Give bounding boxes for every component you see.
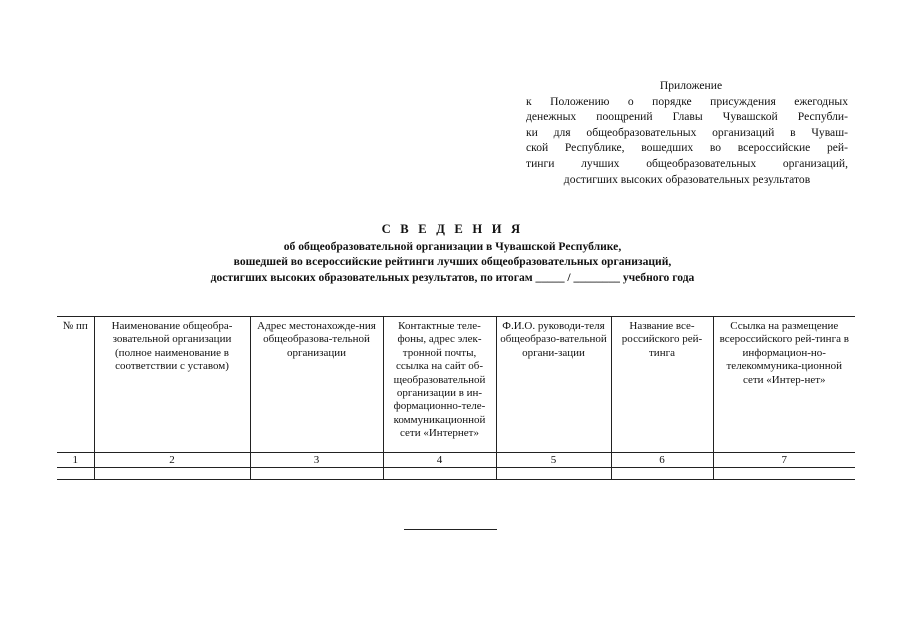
column-number: 3 <box>250 453 383 468</box>
appendix-line: достигших высоких образовательных результатов <box>563 172 811 186</box>
column-number: 7 <box>713 453 855 468</box>
document-title <box>80 222 825 285</box>
appendix-line: ки для общеобразовательных организаций в Чуваш- <box>526 125 848 139</box>
column-number: 4 <box>383 453 496 468</box>
title-line: вошедшей во всероссийские рейтинги лучших общеобразовательных организаций, <box>233 255 672 269</box>
column-header-organization-name: Наименование общеобра-зовательной организации (полное наименование в соответствии с уставом) <box>94 317 250 453</box>
column-header-director: Ф.И.О. руководи-теля общеобразо-вательной органи-зации <box>496 317 611 453</box>
title-line: достигших высоких образовательных результатов, по итогам _____ / ________ учебного года <box>210 270 695 284</box>
table-cell <box>94 468 250 480</box>
table-cell <box>57 468 94 480</box>
appendix-line: ской Республике, вошедших во всероссийские рей- <box>526 141 848 155</box>
title-main: С В Е Д Е Н И Я <box>381 222 524 236</box>
information-table <box>57 316 855 480</box>
table-cell <box>496 468 611 480</box>
column-number: 1 <box>57 453 94 468</box>
column-number-row <box>57 453 855 468</box>
table-row <box>57 468 855 480</box>
column-header-rating-name: Название все-российского рей-тинга <box>611 317 713 453</box>
column-number: 2 <box>94 453 250 468</box>
column-header-number: № пп <box>57 317 94 453</box>
column-header-contacts: Контактные теле-фоны, адрес элек-тронной почты, ссылка на сайт об-щеобразовательной организации в ин-формационно-теле-коммуникационной сети «Интернет» <box>383 317 496 453</box>
column-number: 5 <box>496 453 611 468</box>
column-number: 6 <box>611 453 713 468</box>
appendix-line: к Положению о порядке присуждения ежегодных <box>526 94 848 108</box>
table-cell <box>611 468 713 480</box>
table-cell <box>383 468 496 480</box>
table-cell <box>713 468 855 480</box>
appendix-block <box>526 78 848 187</box>
table-header-row <box>57 317 855 453</box>
appendix-heading: Приложение <box>659 79 723 92</box>
column-header-rating-link: Ссылка на размещение всероссийского рей-тинга в информацион-но-телекоммуника-ционной сети «Интер-нет» <box>713 317 855 453</box>
title-line: об общеобразовательной организации в Чувашской Республике, <box>283 239 622 253</box>
column-header-address: Адрес местонахожде-ния общеобразова-тельной организации <box>250 317 383 453</box>
appendix-line: денежных поощрений Главы Чувашской Республи- <box>526 110 848 124</box>
closing-divider <box>404 529 497 530</box>
table-cell <box>250 468 383 480</box>
appendix-line: тинги лучших общеобразовательных организаций, <box>526 156 848 170</box>
